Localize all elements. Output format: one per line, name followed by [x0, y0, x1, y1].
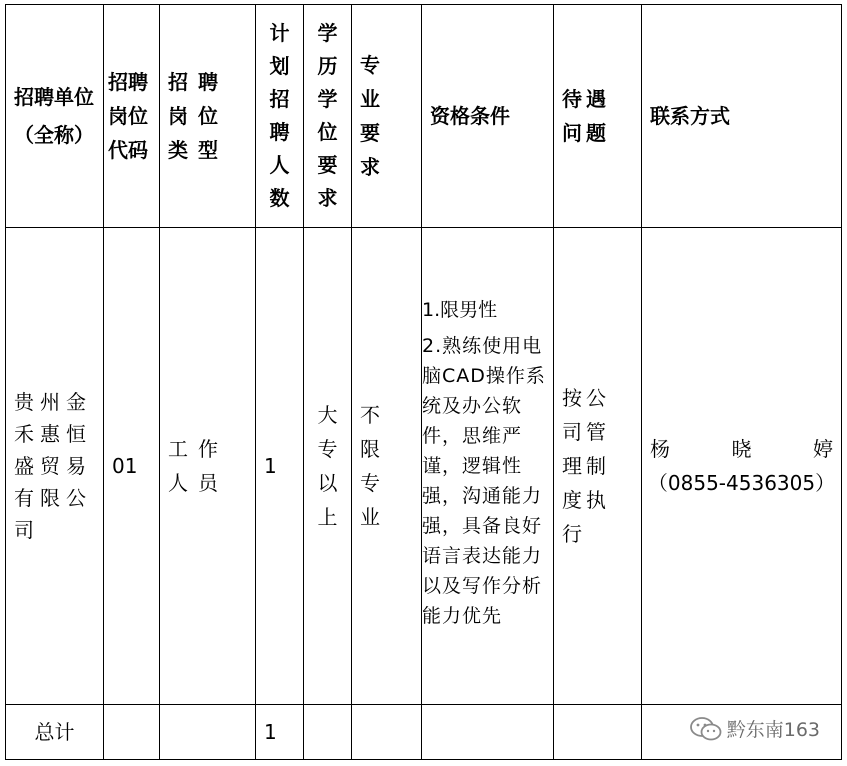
benefit-text: 按公司管理制度执行: [562, 386, 610, 546]
total-empty-cell: [422, 705, 554, 760]
total-count: 1: [264, 720, 277, 744]
qualification-item: 1.限男性: [422, 299, 498, 321]
code-cell: [104, 228, 160, 705]
header-qual: [422, 5, 554, 228]
total-label-cell: [6, 705, 104, 760]
watermark-text: 黔东南163: [726, 719, 820, 741]
header-benefit-text: 待遇问题: [562, 87, 610, 145]
unit-cell: [6, 228, 104, 705]
total-empty-cell: [554, 705, 642, 760]
wechat-icon: [689, 716, 723, 742]
header-unit-text: 招聘单位（全称）: [14, 85, 94, 147]
header-major: [352, 5, 422, 228]
watermark: [689, 715, 820, 742]
planned-count: 1: [264, 454, 277, 478]
header-contact-text: 联系方式: [650, 104, 730, 128]
header-type: [160, 5, 256, 228]
qualification-item: 2.熟练使用电脑CAD操作系统及办公软件，思维严谨，逻辑性强，沟通能力强，具备良好语言表达能力以及写作分析能力优先: [422, 335, 546, 627]
header-type-text: 招聘岗位类型: [168, 70, 228, 162]
header-contact: [642, 5, 842, 228]
contact-name: [642, 432, 841, 466]
contact-phone: （0855-4536305）: [647, 471, 836, 495]
major-requirement: 不限专业: [360, 403, 390, 529]
total-empty-cell: [160, 705, 256, 760]
header-qual-text: 资格条件: [430, 104, 510, 128]
header-count: [256, 5, 304, 228]
total-count-cell: [256, 705, 304, 760]
total-empty-cell: [352, 705, 422, 760]
count-cell: [256, 228, 304, 705]
header-major-text: 专业要求: [360, 53, 390, 179]
unit-name: 贵州金禾惠恒盛贸易有限公司: [14, 390, 92, 542]
contact-name-char: 杨: [650, 437, 670, 461]
edu-cell: [304, 228, 352, 705]
header-code: [104, 5, 160, 228]
total-empty-cell: [304, 705, 352, 760]
header-row: [6, 5, 842, 228]
recruitment-table: [5, 4, 842, 760]
education-requirement: 大专以上: [317, 403, 338, 529]
benefit-cell: [554, 228, 642, 705]
position-type: 工作人员: [168, 437, 228, 495]
contact-name-char: 晓: [731, 437, 752, 461]
header-benefit: [554, 5, 642, 228]
header-count-text: 计划招聘人数: [269, 21, 290, 210]
major-cell: [352, 228, 422, 705]
total-empty-cell: [104, 705, 160, 760]
header-unit: [6, 5, 104, 228]
qualification-cell: [422, 228, 554, 705]
position-code: 01: [112, 454, 138, 478]
data-row: [6, 228, 842, 705]
type-cell: [160, 228, 256, 705]
contact-name-char: 婷: [813, 437, 833, 461]
contact-cell: [642, 228, 842, 705]
total-label: 总计: [34, 720, 75, 744]
header-edu: [304, 5, 352, 228]
header-edu-text: 学历学位要求: [317, 21, 338, 210]
header-code-text: 招聘岗位代码: [108, 70, 148, 162]
